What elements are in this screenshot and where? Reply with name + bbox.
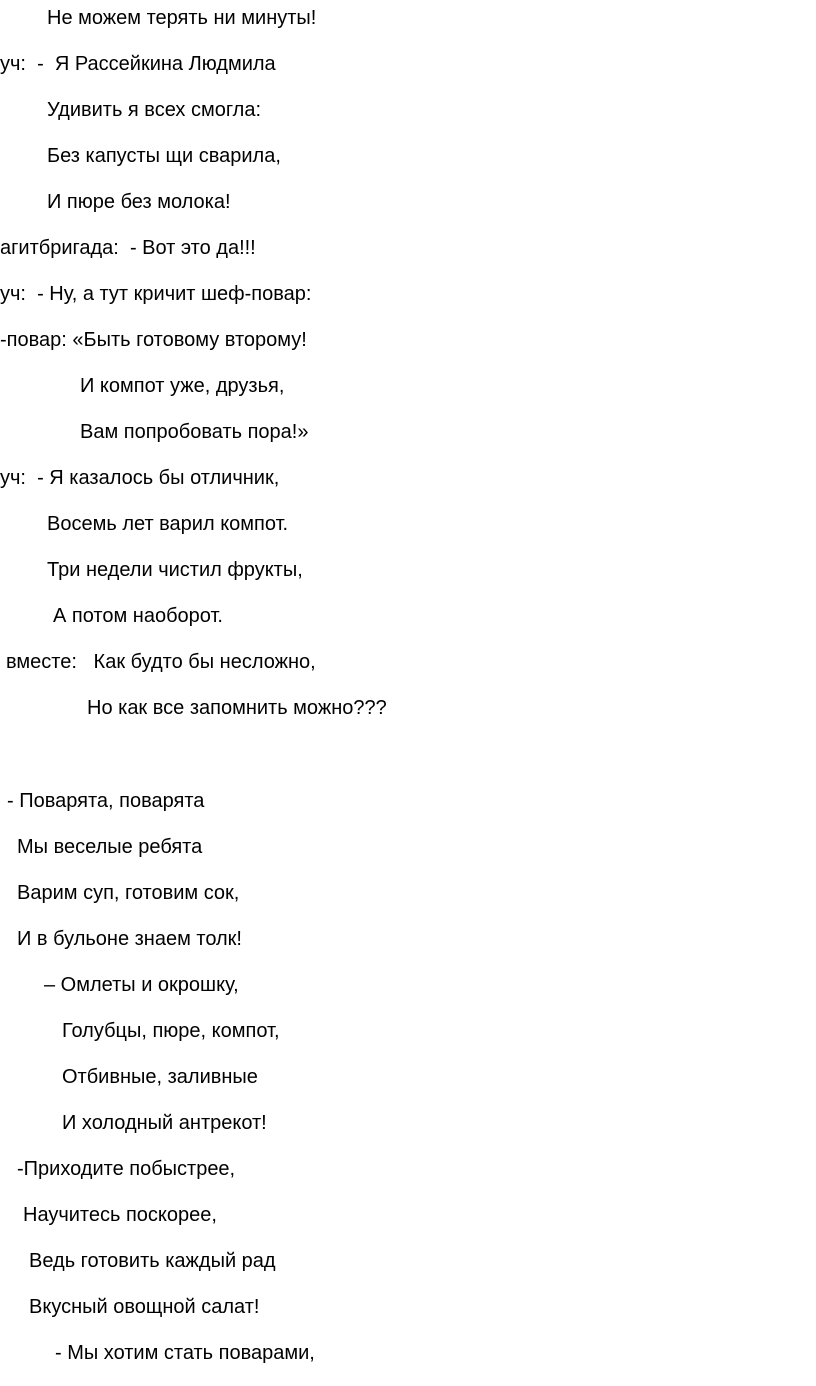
text-line: Отбивные, заливные — [62, 1066, 258, 1088]
text-line: А потом наоборот. — [53, 605, 223, 627]
text-line: Вам попробовать пора!» — [80, 421, 309, 443]
text-line: И в бульоне знаем толк! — [17, 928, 242, 950]
text-line: Но как все запомнить можно??? — [87, 697, 387, 719]
text-line: Ведь готовить каждый рад — [29, 1250, 276, 1272]
text-line: Мы веселые ребята — [17, 836, 203, 858]
text-line: уч: - Я казалось бы отличник, — [0, 467, 280, 489]
text-line: Вкусный овощной салат! — [29, 1296, 260, 1318]
text-line: Без капусты щи сварила, — [47, 145, 281, 167]
text-line: агитбригада: - Вот это да!!! — [0, 237, 256, 259]
text-line: вместе: Как будто бы несложно, — [6, 651, 316, 673]
text-line: Не можем терять ни минуты! — [47, 7, 317, 29]
text-line: - Поварята, поварята — [7, 790, 205, 812]
text-line: -Приходите побыстрее, — [17, 1158, 236, 1180]
text-line: – Омлеты и окрошку, — [44, 974, 239, 996]
text-line: -повар: «Быть готовому второму! — [0, 329, 307, 351]
text-line: Удивить я всех смогла: — [47, 99, 262, 121]
text-line: Голубцы, пюре, компот, — [62, 1020, 280, 1042]
text-line: уч: - Я Рассейкина Людмила — [0, 53, 276, 75]
text-line: И пюре без молока! — [47, 191, 231, 213]
text-line: Научитесь поскорее, — [23, 1204, 217, 1226]
text-line: уч: - Ну, а тут кричит шеф-повар: — [0, 283, 312, 305]
text-line: - Мы хотим стать поварами, — [55, 1342, 315, 1364]
text-line: Варим суп, готовим сок, — [17, 882, 240, 904]
text-line: И компот уже, друзья, — [80, 375, 285, 397]
text-line: И холодный антрекот! — [62, 1112, 267, 1134]
text-line: Три недели чистил фрукты, — [47, 559, 303, 581]
text-line: Восемь лет варил компот. — [47, 513, 289, 535]
